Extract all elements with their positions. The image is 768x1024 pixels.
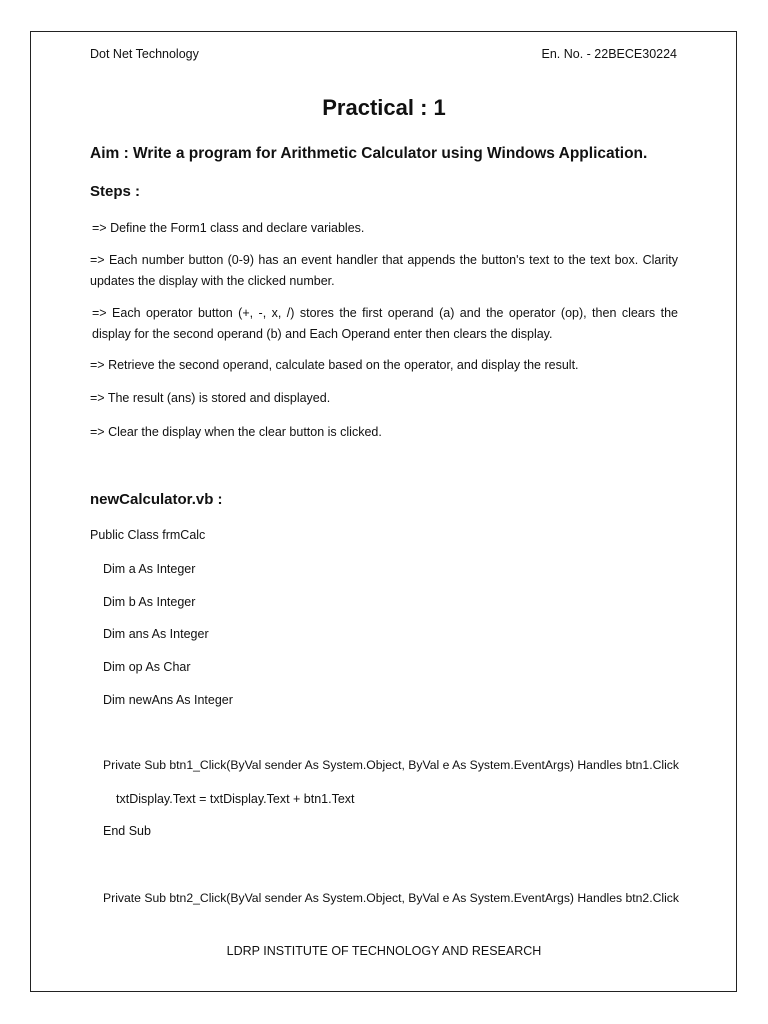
aim-statement: Aim : Write a program for Arithmetic Calculator using Windows Application. [90, 145, 648, 162]
code-line-10: Private Sub btn2_Click(ByVal sender As System.Object, ByVal e As System.EventArgs) Handles btn2.Click [103, 891, 679, 905]
step-item-3: => Each operator button (+, -, x, /) stores the first operand (a) and the operator (op), then clears the display for the second operand (b) and Each Operand enter then clears the display. [92, 306, 678, 341]
code-line-5: Dim op As Char [103, 660, 191, 674]
code-heading: newCalculator.vb : [90, 491, 223, 508]
page-border [30, 31, 737, 992]
code-line-7: Private Sub btn1_Click(ByVal sender As System.Object, ByVal e As System.EventArgs) Handles btn1.Click [103, 758, 679, 772]
header-subject: Dot Net Technology [90, 47, 199, 61]
code-line-8: txtDisplay.Text = txtDisplay.Text + btn1.Text [116, 792, 355, 806]
code-line-9: End Sub [103, 824, 151, 838]
step-item-2: => Each number button (0-9) has an event handler that appends the button's text to the text box. Clarity updates the display with the clicked number. [90, 253, 678, 288]
step-item-1: => Define the Form1 class and declare variables. [92, 221, 365, 235]
code-line-4: Dim ans As Integer [103, 627, 209, 641]
step-item-5: => The result (ans) is stored and displayed. [90, 391, 331, 405]
code-line-3: Dim b As Integer [103, 595, 196, 609]
step-item-4: => Retrieve the second operand, calculate based on the operator, and display the result. [90, 358, 579, 372]
code-line-1: Public Class frmCalc [90, 528, 206, 542]
step-item-6: => Clear the display when the clear button is clicked. [90, 425, 382, 439]
steps-heading: Steps : [90, 183, 141, 200]
page-title: Practical : 1 [322, 95, 446, 120]
code-line-6: Dim newAns As Integer [103, 693, 233, 707]
header-enrollment: En. No. - 22BECE30224 [541, 47, 677, 61]
page-footer: LDRP INSTITUTE OF TECHNOLOGY AND RESEARCH [226, 944, 542, 958]
code-line-2: Dim a As Integer [103, 562, 196, 576]
